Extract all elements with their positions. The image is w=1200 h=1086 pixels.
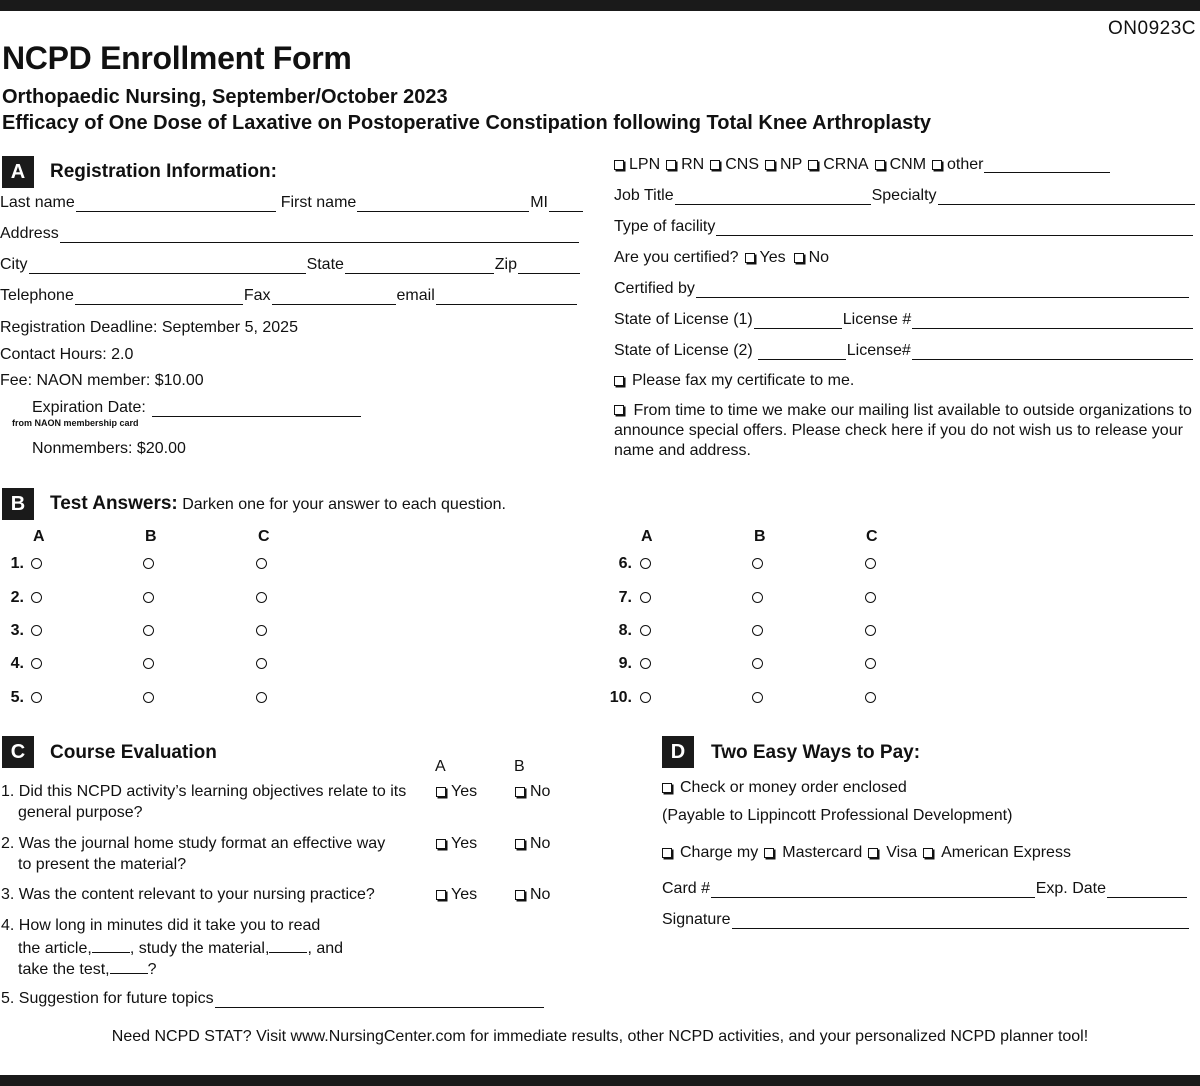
q6-option-a[interactable] <box>640 558 651 569</box>
other-checkbox[interactable] <box>932 160 942 170</box>
q1-option-b[interactable] <box>143 558 154 569</box>
eval-no-label: No <box>530 835 551 852</box>
credential-row <box>614 156 1110 174</box>
mastercard-label: Mastercard <box>782 844 863 861</box>
eval-q2-line2: to present the material? <box>18 856 187 873</box>
eval-q4-study-label: , study the material, <box>129 940 270 957</box>
q2-option-c[interactable] <box>256 592 267 603</box>
certified-question: Are you certified? <box>614 249 739 266</box>
section-b-badge: B <box>2 488 34 520</box>
journal-subtitle: Orthopaedic Nursing, September/October 2023 <box>2 86 448 108</box>
question-number: 1. <box>10 555 24 572</box>
eval-q4-and-label: , and <box>307 940 344 957</box>
state-label: State <box>306 256 344 273</box>
question-number: 6. <box>618 555 632 572</box>
address-field[interactable] <box>60 227 579 243</box>
section-b-instructions: Darken one for your answer to each question. <box>182 496 506 513</box>
q9-option-a[interactable] <box>640 658 651 669</box>
rn-label: RN <box>681 156 705 173</box>
certified-by-row <box>614 280 1190 298</box>
right-col-c-header: C <box>866 528 878 545</box>
page-title: NCPD Enrollment Form <box>2 40 352 76</box>
license2-state-field[interactable] <box>758 344 846 360</box>
rn-checkbox[interactable] <box>666 160 676 170</box>
eval-q4-line1: 4. How long in minutes did it take you to read <box>1 917 321 934</box>
mi-label: MI <box>530 194 548 211</box>
q1-option-a[interactable] <box>31 558 42 569</box>
signature-row <box>662 911 1190 929</box>
eval-yes-label: Yes <box>451 835 478 852</box>
question-number: 9. <box>618 655 632 672</box>
q4-option-a[interactable] <box>31 658 42 669</box>
section-d-badge: D <box>662 736 694 768</box>
job-title-field[interactable] <box>675 189 871 205</box>
other-field[interactable] <box>984 158 1110 173</box>
article-title: Efficacy of One Dose of Laxative on Postoperative Constipation following Total Knee Arthroplasty <box>2 112 932 134</box>
phone-row <box>0 287 578 305</box>
facility-label: Type of facility <box>614 218 716 235</box>
left-col-c-header: C <box>258 528 270 545</box>
eval-q5-row <box>1 990 545 1008</box>
eval-q3: 3. Was the content relevant to your nursing practice? <box>1 886 375 903</box>
q5-option-c[interactable] <box>256 692 267 703</box>
q2-option-b[interactable] <box>143 592 154 603</box>
q5-option-a[interactable] <box>31 692 42 703</box>
email-field[interactable] <box>436 289 577 305</box>
certified-yes-label: Yes <box>759 249 786 266</box>
lpn-checkbox[interactable] <box>614 160 624 170</box>
license2-number-label: License# <box>846 342 911 359</box>
card-row <box>662 880 1188 898</box>
charge-row <box>662 844 1071 862</box>
mailing-list-checkbox[interactable] <box>614 405 624 415</box>
signature-field[interactable] <box>732 913 1190 929</box>
cns-label: CNS <box>725 156 760 173</box>
telephone-label: Telephone <box>0 287 74 304</box>
address-label: Address <box>0 225 59 242</box>
crna-label: CRNA <box>823 156 869 173</box>
q3-option-c[interactable] <box>256 625 267 636</box>
q3-option-a[interactable] <box>31 625 42 636</box>
section-b-title: Test Answers: <box>50 493 178 514</box>
question-number: 2. <box>10 589 24 606</box>
eval-q2-line1: 2. Was the journal home study format an effective way <box>1 835 386 852</box>
card-number-field[interactable] <box>711 882 1035 898</box>
eval-q4-article-label: the article, <box>18 940 92 957</box>
last-name-field[interactable] <box>76 196 276 212</box>
expiration-row <box>32 399 362 417</box>
q2-option-a[interactable] <box>31 592 42 603</box>
section-b-heading <box>50 493 506 515</box>
lpn-label: LPN <box>629 156 661 173</box>
q5-option-b[interactable] <box>143 692 154 703</box>
eval-no-label: No <box>530 783 551 800</box>
job-title-label: Job Title <box>614 187 674 204</box>
eval-q5-label: 5. Suggestion for future topics <box>1 990 214 1007</box>
eval-q4-article-field[interactable] <box>92 938 130 953</box>
city-label: City <box>0 256 28 273</box>
q10-option-b[interactable] <box>752 692 763 703</box>
nonmember-fee: Nonmembers: $20.00 <box>32 440 186 457</box>
card-label: Card # <box>662 880 711 897</box>
specialty-label: Specialty <box>871 187 937 204</box>
question-number: 5. <box>10 689 24 706</box>
q4-option-b[interactable] <box>143 658 154 669</box>
eval-q5-field[interactable] <box>215 992 544 1008</box>
question-number: 3. <box>10 622 24 639</box>
q8-option-a[interactable] <box>640 625 651 636</box>
expiration-label: Expiration Date: <box>32 399 146 416</box>
expiration-field[interactable] <box>152 401 361 417</box>
contact-hours: Contact Hours: 2.0 <box>0 346 134 363</box>
left-col-b-header: B <box>145 528 157 545</box>
first-name-field[interactable] <box>357 196 529 212</box>
q7-option-c[interactable] <box>865 592 876 603</box>
charge-checkbox[interactable] <box>662 848 672 858</box>
cnm-label: CNM <box>889 156 927 173</box>
mastercard-checkbox[interactable] <box>764 848 774 858</box>
job-row <box>614 187 1196 205</box>
telephone-field[interactable] <box>75 289 243 305</box>
member-fee: Fee: NAON member: $10.00 <box>0 372 204 389</box>
q9-option-b[interactable] <box>752 658 763 669</box>
top-border-bar <box>0 0 1200 11</box>
payable-note: (Payable to Lippincott Professional Development) <box>662 807 1013 824</box>
specialty-field[interactable] <box>938 189 1195 205</box>
eval-q4-study-field[interactable] <box>269 938 307 953</box>
license1-number-field[interactable] <box>912 313 1193 329</box>
question-number: 4. <box>10 655 24 672</box>
bottom-border-bar <box>0 1075 1200 1086</box>
q4-option-c[interactable] <box>256 658 267 669</box>
amex-checkbox[interactable] <box>923 848 933 858</box>
section-a-title: Registration Information: <box>50 161 277 182</box>
eval-q4-line2 <box>18 938 343 958</box>
facility-field[interactable] <box>716 220 1193 236</box>
city-field[interactable] <box>29 258 306 274</box>
eval-q2-no <box>515 835 550 853</box>
state-field[interactable] <box>345 258 494 274</box>
q8-option-c[interactable] <box>865 625 876 636</box>
license2-number-field[interactable] <box>912 344 1193 360</box>
eval-q1-line2: general purpose? <box>18 804 143 821</box>
eval-col-a-header: A <box>435 758 446 775</box>
eval-q3-yes <box>436 886 477 904</box>
certified-no-label: No <box>808 249 830 266</box>
mi-field[interactable] <box>549 196 583 212</box>
visa-checkbox[interactable] <box>868 848 878 858</box>
visa-label: Visa <box>886 844 918 861</box>
eval-yes-label: Yes <box>451 783 478 800</box>
section-c-title: Course Evaluation <box>50 742 217 763</box>
certified-row <box>614 249 829 267</box>
name-row <box>0 194 584 212</box>
np-checkbox[interactable] <box>765 160 775 170</box>
form-code: ON0923C <box>1108 18 1196 39</box>
eval-q4-end-label: ? <box>147 961 157 978</box>
right-col-a-header: A <box>641 528 653 545</box>
last-name-label: Last name <box>0 194 75 211</box>
check-checkbox[interactable] <box>662 783 672 793</box>
license1-label: State of License (1) <box>614 311 753 328</box>
eval-q4-line3 <box>18 959 157 979</box>
eval-q1-line1: 1. Did this NCPD activity’s learning objectives relate to its <box>1 783 407 800</box>
facility-row <box>614 218 1194 236</box>
charge-label: Charge my <box>680 844 759 861</box>
amex-label: American Express <box>941 844 1071 861</box>
license1-row <box>614 311 1194 329</box>
check-label: Check or money order enclosed <box>680 779 907 796</box>
np-label: NP <box>780 156 803 173</box>
zip-label: Zip <box>494 256 517 273</box>
footer-note: Need NCPD STAT? Visit www.NursingCenter.com for immediate results, other NCPD activities, and your personalized NCPD planner tool! <box>111 1028 1089 1045</box>
eval-q2-yes-checkbox[interactable] <box>436 839 446 849</box>
q9-option-c[interactable] <box>865 658 876 669</box>
address-row <box>0 225 580 243</box>
q8-option-b[interactable] <box>752 625 763 636</box>
q10-option-c[interactable] <box>865 692 876 703</box>
eval-q3-no <box>515 886 550 904</box>
license2-row <box>614 342 1194 360</box>
eval-q2-no-checkbox[interactable] <box>515 839 525 849</box>
left-col-a-header: A <box>33 528 45 545</box>
eval-q1-no <box>515 783 550 801</box>
right-col-b-header: B <box>754 528 766 545</box>
license2-label: State of License (2) <box>614 342 753 359</box>
fax-certificate-checkbox[interactable] <box>614 376 624 386</box>
fax-field[interactable] <box>272 289 396 305</box>
eval-yes-label: Yes <box>451 886 478 903</box>
eval-col-b-header: B <box>514 758 525 775</box>
registration-deadline: Registration Deadline: September 5, 2025 <box>0 319 298 336</box>
q7-option-b[interactable] <box>752 592 763 603</box>
eval-q1-yes <box>436 783 477 801</box>
certified-by-field[interactable] <box>696 282 1189 298</box>
question-number: 8. <box>618 622 632 639</box>
fax-label: Fax <box>243 287 271 304</box>
fax-certificate-row <box>614 372 854 390</box>
expiration-note: from NAON membership card <box>12 418 139 428</box>
section-d-title: Two Easy Ways to Pay: <box>711 742 921 763</box>
certified-no-checkbox[interactable] <box>794 253 804 263</box>
license1-number-label: License # <box>842 311 912 328</box>
q10-option-a[interactable] <box>640 692 651 703</box>
section-c-badge: C <box>2 736 34 768</box>
eval-q2-yes <box>436 835 477 853</box>
signature-label: Signature <box>662 911 731 928</box>
eval-q3-no-checkbox[interactable] <box>515 890 525 900</box>
exp-date-label: Exp. Date <box>1035 880 1106 897</box>
exp-date-field[interactable] <box>1107 882 1187 898</box>
eval-no-label: No <box>530 886 551 903</box>
q3-option-b[interactable] <box>143 625 154 636</box>
cnm-checkbox[interactable] <box>875 160 885 170</box>
fax-certificate-label: Please fax my certificate to me. <box>632 372 855 389</box>
section-a-badge: A <box>2 156 34 188</box>
eval-q4-test-label: take the test, <box>18 961 110 978</box>
q1-option-c[interactable] <box>256 558 267 569</box>
other-label: other <box>947 156 984 173</box>
question-number: 10. <box>609 689 632 706</box>
certified-yes-checkbox[interactable] <box>745 253 755 263</box>
mailing-list-text: From time to time we make our mailing list available to outside organizations to announce special offers. Please check here if you do not wish us to release your name and address. <box>614 402 1192 459</box>
eval-q1-yes-checkbox[interactable] <box>436 787 446 797</box>
certified-by-label: Certified by <box>614 280 695 297</box>
eval-q1-no-checkbox[interactable] <box>515 787 525 797</box>
q6-option-b[interactable] <box>752 558 763 569</box>
eval-q3-yes-checkbox[interactable] <box>436 890 446 900</box>
crna-checkbox[interactable] <box>808 160 818 170</box>
zip-field[interactable] <box>518 258 580 274</box>
check-option <box>662 779 907 797</box>
email-label: email <box>396 287 435 304</box>
question-number: 7. <box>618 589 632 606</box>
city-row <box>0 256 581 274</box>
cns-checkbox[interactable] <box>710 160 720 170</box>
q6-option-c[interactable] <box>865 558 876 569</box>
eval-q4-test-field[interactable] <box>110 959 148 974</box>
first-name-label: First name <box>280 194 357 211</box>
mailing-list-row <box>614 401 1198 461</box>
license1-state-field[interactable] <box>754 313 842 329</box>
q7-option-a[interactable] <box>640 592 651 603</box>
